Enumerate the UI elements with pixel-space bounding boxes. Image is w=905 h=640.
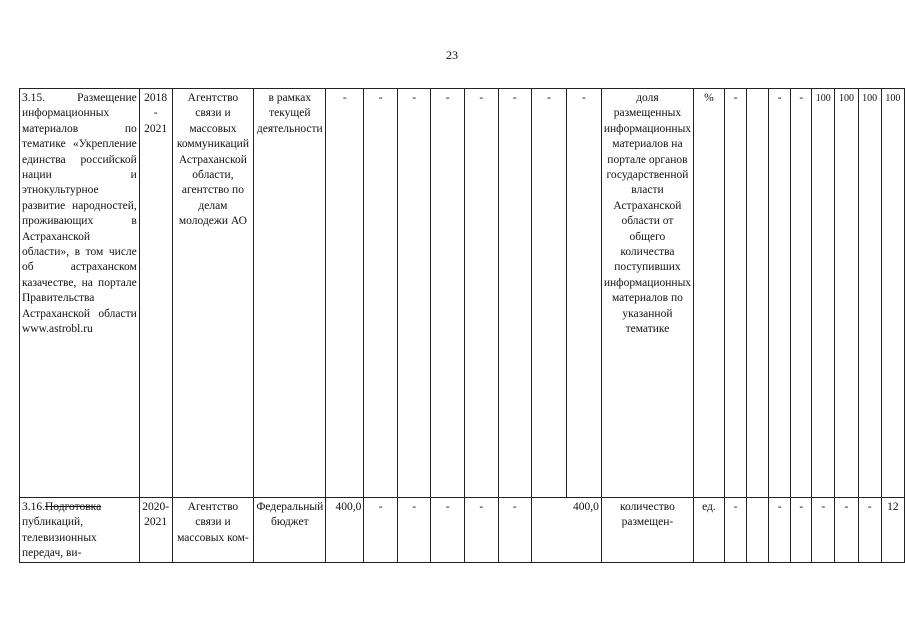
funding-source-cell: Федеральный бюджет — [254, 498, 326, 563]
target-cell: 100 — [858, 89, 881, 498]
target-cell — [747, 89, 769, 498]
target-cell: 100 — [881, 89, 904, 498]
table-row — [20, 89, 905, 498]
amount-cell: 400,0 — [532, 498, 602, 563]
amount-cell: - — [498, 89, 532, 498]
unit-cell: ед. — [694, 498, 725, 563]
amount-cell: - — [326, 89, 364, 498]
target-cell: 12 — [881, 498, 904, 563]
target-cell: 100 — [835, 89, 858, 498]
indicator-cell: количество размещен- — [601, 498, 693, 563]
measure-number: 3.15. — [22, 92, 45, 104]
measure-cell — [20, 89, 140, 498]
target-cell: 100 — [812, 89, 835, 498]
measure-description: Размещение информационных материалов по тематике «Укрепление единства российской нации и этнокультурное развитие народностей, проживающих в Астраханской области», в том числе об астраханском казачестве, на портале Правительства Астраханской области www.astrobl.ru — [22, 92, 137, 336]
amount-cell: - — [431, 89, 465, 498]
amount-cell: - — [431, 498, 465, 563]
amount-cell: - — [566, 89, 601, 498]
measure-description: публикаций, телевизионных передач, ви- — [22, 516, 97, 560]
target-cell: - — [768, 498, 790, 563]
executor-cell: Агентство связи и массовых ком- — [172, 498, 254, 563]
target-cell: - — [812, 498, 835, 563]
amount-cell: - — [498, 498, 532, 563]
page-number: 23 — [446, 48, 458, 62]
table-row — [20, 498, 905, 563]
measure-cell — [20, 498, 140, 563]
unit-cell: % — [694, 89, 725, 498]
target-cell: - — [768, 89, 790, 498]
period-cell: 2018 - 2021 — [139, 89, 172, 498]
funding-source-cell: в рамках текущей деятельности — [254, 89, 326, 498]
amount-cell: - — [464, 89, 498, 498]
target-cell: - — [791, 498, 812, 563]
amount-cell: - — [464, 498, 498, 563]
period-cell: 2020- 2021 — [139, 498, 172, 563]
measure-number: 3.16. — [22, 501, 45, 513]
amount-cell: 400,0 — [326, 498, 364, 563]
target-cell: - — [724, 498, 746, 563]
target-cell: - — [858, 498, 881, 563]
indicator-cell: доля размещенных информационных материалов на портале органов государственной власти Астраханской области от общего количества поступивших информационных материалов по указанной тематике — [601, 89, 693, 498]
amount-cell: - — [532, 89, 567, 498]
amount-cell: - — [364, 89, 398, 498]
target-cell: - — [791, 89, 812, 498]
measure-title-word: Подготовка — [45, 501, 102, 513]
amount-cell: - — [397, 89, 431, 498]
amount-cell: - — [364, 498, 398, 563]
target-cell: - — [835, 498, 858, 563]
amount-cell: - — [397, 498, 431, 563]
target-cell: - — [724, 89, 746, 498]
executor-cell: Агентство связи и массовых коммуникаций Астраханской области, агентство по делам молодежи АО — [172, 89, 254, 498]
program-table — [19, 88, 905, 563]
target-cell — [747, 498, 769, 563]
